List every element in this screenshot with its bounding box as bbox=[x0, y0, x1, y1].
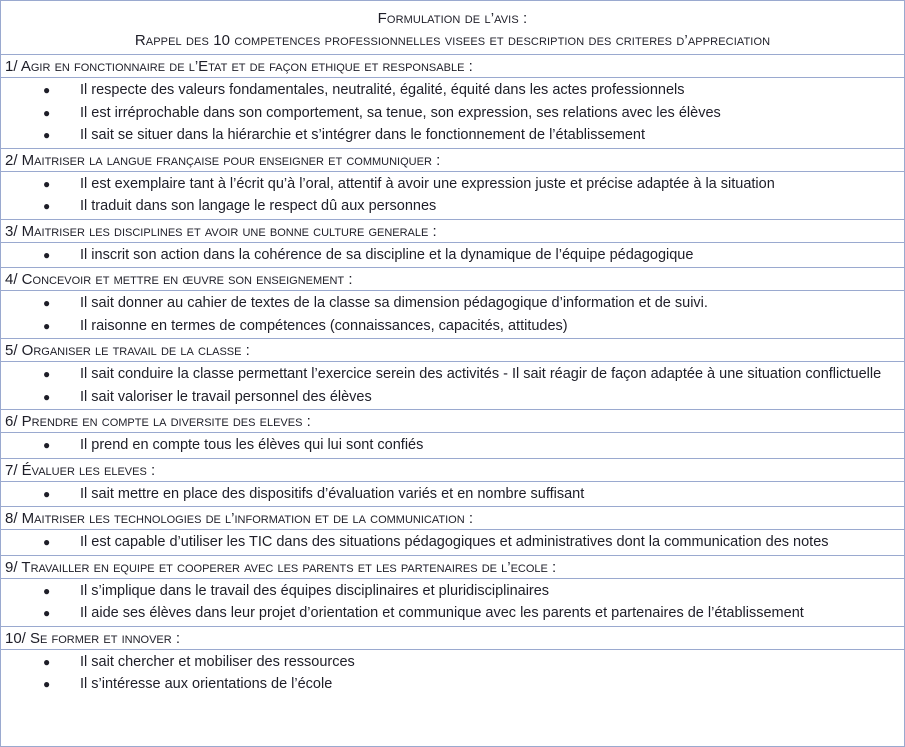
list-item bbox=[1, 580, 904, 603]
list-item-text: Il sait donner au cahier de textes de la classe sa dimension pédagogique d’information et de suivi. bbox=[80, 295, 708, 311]
list-item-text: Il prend en compte tous les élèves qui lui sont confiés bbox=[80, 437, 424, 453]
list-item bbox=[1, 483, 904, 506]
list-item bbox=[1, 531, 904, 554]
section-items-5 bbox=[1, 362, 904, 410]
bullet-icon: ● bbox=[43, 83, 51, 97]
list-item bbox=[1, 363, 904, 386]
list-item bbox=[1, 386, 904, 409]
list-item-text: Il sait mettre en place des dispositifs d’évaluation variés et en nombre suffisant bbox=[80, 485, 585, 502]
header-title: Formulation de l’avis : bbox=[377, 10, 528, 27]
bullet-icon: ● bbox=[43, 105, 51, 120]
list-item-text: Il est exemplaire tant à l’écrit qu’à l’oral, attentif à avoir une expression juste et précise adaptée à la situation bbox=[80, 175, 775, 192]
list-item bbox=[1, 102, 904, 125]
section-title-9: 9/ Travailler en equipe et cooperer avec les parents et les partenaires de l’ecole : bbox=[1, 556, 904, 579]
bullet-icon: ● bbox=[43, 367, 51, 381]
bullet-icon: ● bbox=[43, 128, 51, 142]
list-item-text: Il aide ses élèves dans leur projet d’orientation et communique avec les parents et partenaires de l’établissement bbox=[80, 605, 804, 621]
bullet-icon: ● bbox=[43, 296, 51, 310]
section-items-7 bbox=[1, 482, 904, 508]
list-item bbox=[1, 434, 904, 457]
list-item-text: Il traduit dans son langage le respect dû aux personnes bbox=[80, 198, 437, 214]
section-items-4 bbox=[1, 291, 904, 339]
section-title-4: 4/ Concevoir et mettre en œuvre son enseignement : bbox=[1, 268, 904, 291]
list-item-text: Il sait conduire la classe permettant l’exercice serein des activités - Il sait réagir de façon adaptée à une situation conflictuelle bbox=[80, 366, 882, 382]
list-item-text: Il raisonne en termes de compétences (connaissances, capacités, attitudes) bbox=[80, 317, 568, 334]
list-item-text: Il sait valoriser le travail personnel des élèves bbox=[80, 388, 372, 405]
list-item-text: Il respecte des valeurs fondamentales, neutralité, égalité, équité dans les actes professionnels bbox=[80, 82, 685, 98]
section-title-6: 6/ Prendre en compte la diversite des eleves : bbox=[1, 410, 904, 433]
section-items-9 bbox=[1, 579, 904, 627]
list-item-text: Il sait chercher et mobiliser des ressources bbox=[80, 653, 355, 670]
bullet-icon: ● bbox=[43, 606, 51, 620]
section-items-10 bbox=[1, 650, 904, 697]
header-subtitle: Rappel des 10 competences professionnelles visees et description des criteres d’appreciation bbox=[134, 32, 771, 49]
section-title-2: 2/ Maitriser la langue française pour enseigner et communiquer : bbox=[1, 149, 904, 172]
list-item bbox=[1, 602, 904, 625]
list-item-text: Il sait se situer dans la hiérarchie et s’intégrer dans le fonctionnement de l’établissement bbox=[80, 127, 645, 143]
list-item bbox=[1, 173, 904, 196]
table-header bbox=[1, 1, 904, 55]
list-item bbox=[1, 124, 904, 147]
list-item bbox=[1, 651, 904, 674]
section-title-8: 8/ Maitriser les technologies de l’information et de la communication : bbox=[1, 507, 904, 530]
bullet-icon: ● bbox=[43, 199, 51, 213]
section-title-5: 5/ Organiser le travail de la classe : bbox=[1, 339, 904, 362]
section-title-1: 1/ Agir en fonctionnaire de l’Etat et de façon ethique et responsable : bbox=[1, 55, 904, 78]
list-item bbox=[1, 292, 904, 315]
bullet-icon: ● bbox=[43, 389, 51, 404]
list-item-text: Il est irréprochable dans son comportement, sa tenue, son expression, ses relations avec les élèves bbox=[80, 104, 721, 121]
section-items-6 bbox=[1, 433, 904, 459]
list-item bbox=[1, 195, 904, 218]
list-item bbox=[1, 315, 904, 338]
section-items-8 bbox=[1, 530, 904, 556]
section-items-3 bbox=[1, 243, 904, 269]
list-item-text: Il s’implique dans le travail des équipes disciplinaires et pluridisciplinaires bbox=[80, 582, 550, 599]
list-item bbox=[1, 79, 904, 102]
list-item bbox=[1, 244, 904, 267]
bullet-icon: ● bbox=[43, 654, 51, 669]
section-items-1 bbox=[1, 78, 904, 149]
section-title-10: 10/ Se former et innover : bbox=[1, 627, 904, 650]
bullet-icon: ● bbox=[43, 535, 51, 549]
bullet-icon: ● bbox=[43, 176, 51, 191]
section-title-3: 3/ Maitriser les disciplines et avoir une bonne culture generale : bbox=[1, 220, 904, 243]
bullet-icon: ● bbox=[43, 438, 51, 452]
sections-container bbox=[1, 55, 904, 697]
bullet-icon: ● bbox=[43, 677, 51, 691]
bullet-icon: ● bbox=[43, 247, 51, 262]
section-items-2 bbox=[1, 172, 904, 220]
bullet-icon: ● bbox=[43, 583, 51, 598]
section-title-7: 7/ Évaluer les eleves : bbox=[1, 459, 904, 482]
list-item-text: Il s’intéresse aux orientations de l’école bbox=[80, 676, 333, 692]
bullet-icon: ● bbox=[43, 318, 51, 333]
list-item bbox=[1, 673, 904, 696]
list-item-text: Il inscrit son action dans la cohérence de sa discipline et la dynamique de l’équipe pédagogique bbox=[80, 246, 694, 263]
bullet-icon: ● bbox=[43, 486, 51, 501]
list-item-text: Il est capable d’utiliser les TIC dans des situations pédagogiques et administratives dont la communication des notes bbox=[80, 534, 829, 550]
